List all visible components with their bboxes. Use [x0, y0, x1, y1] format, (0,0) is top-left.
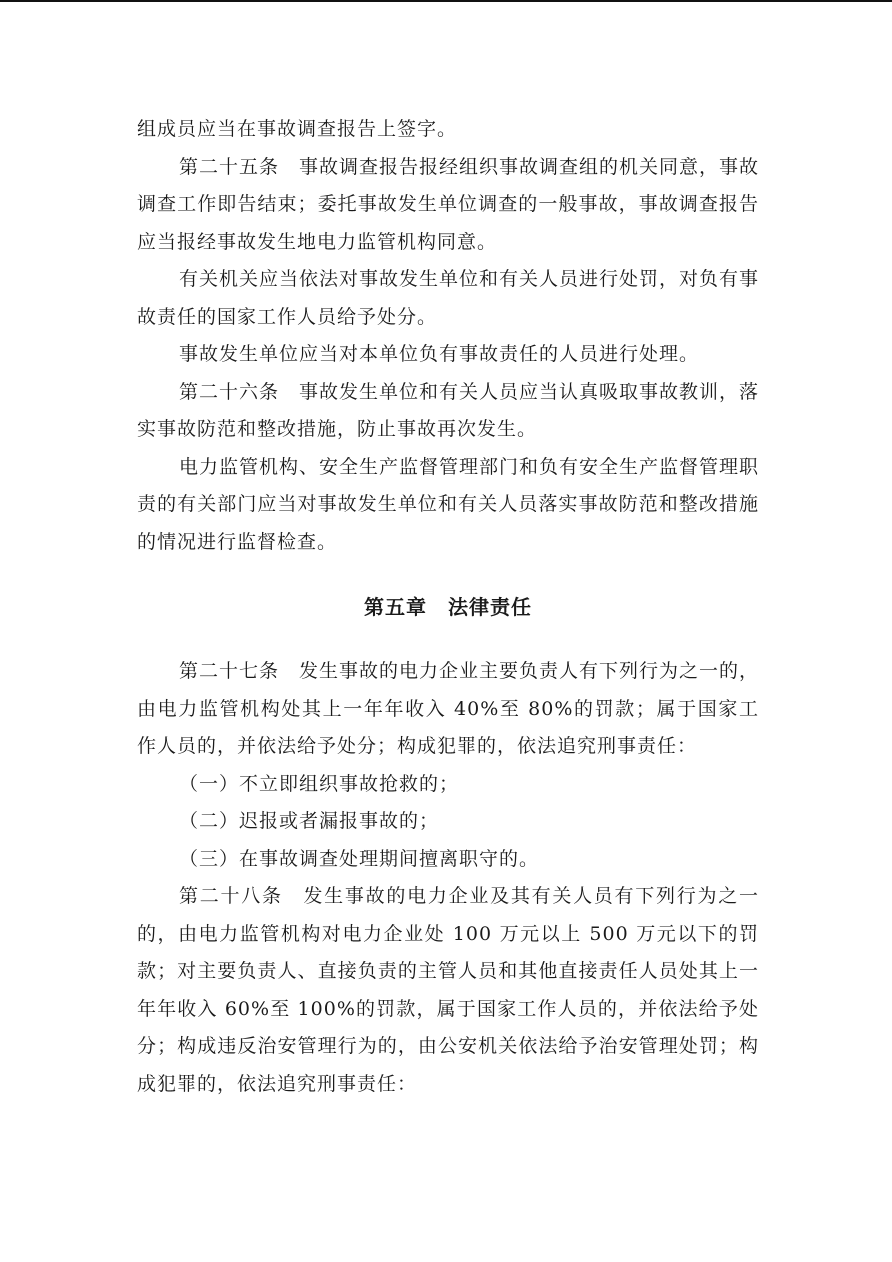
article-28: 第二十八条 发生事故的电力企业及其有关人员有下列行为之一的，由电力监管机构对电力企业处 100 万元以上 500 万元以下的罚款；对主要负责人、直接负责的主管人员和其他直接责任人员处其上一年年收入 60%至 100%的罚款，属于国家工作人员的，并依法给予处分；构成违反治安管理行为的，由公安机关依法给予治安管理处罚；构成犯罪的，依法追究刑事责任： [137, 885, 759, 1095]
article-27-item-1: （一）不立即组织事故抢救的； [179, 772, 460, 795]
article-25-paragraph-2: 有关机关应当依法对事故发生单位和有关人员进行处罚，对负有事故责任的国家工作人员给予处分。 [137, 268, 760, 328]
article-26: 第二十六条 事故发生单位和有关人员应当认真吸取事故教训，落实事故防范和整改措施，防止事故再次发生。 [137, 380, 760, 440]
article-27-item-2: （二）迟报或者漏报事故的； [179, 810, 440, 832]
chapter-heading: 第五章 法律责任 [364, 595, 532, 619]
document-page [137, 111, 759, 1103]
article-25: 第二十五条 事故调查报告报经组织事故调查组的机关同意，事故调查工作即告结束；委托事故发生单位调查的一般事故，事故调查报告应当报经事故发生地电力监管机构同意。 [137, 155, 760, 253]
top-border-line [0, 0, 892, 2]
paragraph-continuation: 组成员应当在事故调查报告上签字。 [137, 118, 458, 140]
article-27-item-3: （三）在事故调查处理期间擅离职守的。 [179, 847, 540, 870]
article-26-paragraph-2: 电力监管机构、安全生产监督管理部门和负有安全生产监督管理职责的有关部门应当对事故发生单位和有关人员落实事故防范和整改措施的情况进行监督检查。 [137, 455, 760, 553]
article-25-paragraph-3: 事故发生单位应当对本单位负有事故责任的人员进行处理。 [179, 343, 700, 365]
article-27: 第二十七条 发生事故的电力企业主要负责人有下列行为之一的，由电力监管机构处其上一年年收入 40%至 80%的罚款；属于国家工作人员的，并依法给予处分；构成犯罪的，依法追究刑事责任： [137, 660, 760, 757]
